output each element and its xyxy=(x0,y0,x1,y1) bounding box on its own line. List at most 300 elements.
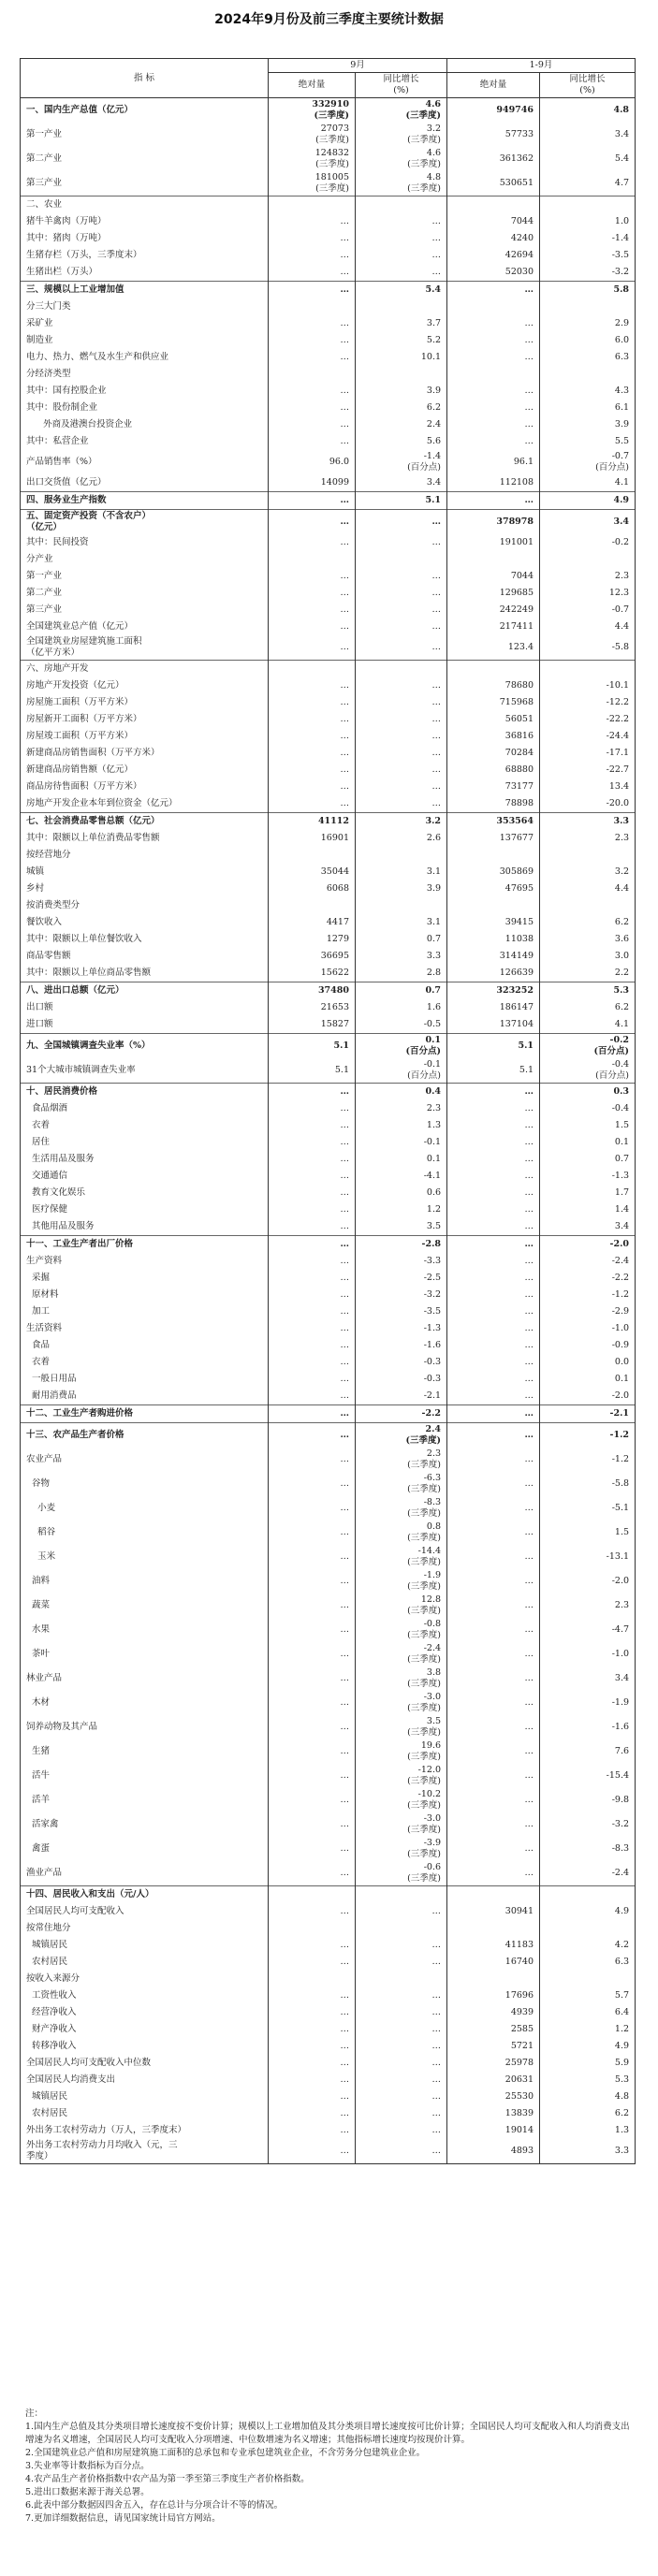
ytd-yoy: 4.4 xyxy=(540,880,636,897)
table-row xyxy=(21,677,636,694)
month-yoy: 4.6 (三季度) xyxy=(356,147,447,171)
row-label: 经营净收入 xyxy=(21,2004,269,2021)
ytd-yoy xyxy=(540,897,636,914)
month-absolute: … xyxy=(269,2088,356,2105)
month-yoy: … xyxy=(356,2088,447,2105)
month-absolute: … xyxy=(269,1134,356,1151)
table-row xyxy=(21,948,636,965)
table-row xyxy=(21,1764,636,1788)
month-yoy: 2.6 xyxy=(356,830,447,847)
ytd-absolute: 4939 xyxy=(447,2004,540,2021)
ytd-yoy: 3.0 xyxy=(540,948,636,965)
month-yoy: 0.1 xyxy=(356,1151,447,1168)
ytd-yoy: 3.3 xyxy=(540,813,636,831)
table-row xyxy=(21,1303,636,1320)
table-row xyxy=(21,1084,636,1101)
row-label: 新建商品房销售面积（万平方米） xyxy=(21,745,269,762)
row-label: 其他用品及服务 xyxy=(21,1218,269,1236)
table-row xyxy=(21,1236,636,1254)
ytd-absolute: … xyxy=(447,416,540,433)
ytd-yoy xyxy=(540,1971,636,1987)
ytd-absolute: … xyxy=(447,1715,540,1739)
table-row xyxy=(21,230,636,247)
month-absolute: … xyxy=(269,416,356,433)
month-absolute: … xyxy=(269,745,356,762)
month-absolute: … xyxy=(269,2038,356,2055)
ytd-absolute: … xyxy=(447,1303,540,1320)
ytd-yoy: 6.2 xyxy=(540,2105,636,2122)
ytd-absolute: … xyxy=(447,349,540,366)
ytd-yoy-header: 同比增长 (%) xyxy=(540,73,636,98)
month-absolute: … xyxy=(269,1151,356,1168)
row-label: 生活资料 xyxy=(21,1320,269,1337)
ytd-yoy: 4.1 xyxy=(540,474,636,492)
row-label: 采矿业 xyxy=(21,315,269,332)
month-absolute: … xyxy=(269,1715,356,1739)
ytd-yoy: 4.9 xyxy=(540,1903,636,1920)
month-yoy: 6.2 xyxy=(356,400,447,416)
table-row xyxy=(21,1886,636,1904)
ytd-yoy: 4.9 xyxy=(540,492,636,510)
month-absolute: 15622 xyxy=(269,965,356,982)
row-label: 一般日用品 xyxy=(21,1371,269,1388)
ytd-yoy: -0.4 xyxy=(540,1100,636,1117)
ytd-absolute: 126639 xyxy=(447,965,540,982)
row-label: 水果 xyxy=(21,1618,269,1642)
ytd-absolute: 137104 xyxy=(447,1016,540,1034)
ytd-yoy: -22.7 xyxy=(540,762,636,779)
ytd-absolute: … xyxy=(447,315,540,332)
row-label: 按经营地分 xyxy=(21,847,269,864)
ytd-absolute: 41183 xyxy=(447,1937,540,1954)
ytd-absolute: … xyxy=(447,1371,540,1388)
table-row xyxy=(21,298,636,315)
row-label: 交通通信 xyxy=(21,1168,269,1185)
ytd-yoy: -5.8 xyxy=(540,1472,636,1496)
row-label: 生活用品及服务 xyxy=(21,1151,269,1168)
ytd-yoy: 1.5 xyxy=(540,1117,636,1134)
row-label: 油料 xyxy=(21,1569,269,1594)
month-yoy: -0.1 xyxy=(356,1134,447,1151)
ytd-yoy: 1.7 xyxy=(540,1185,636,1201)
row-label: 房屋新开工面积（万平方米） xyxy=(21,711,269,728)
month-absolute: 96.0 xyxy=(269,450,356,474)
month-absolute: … xyxy=(269,1594,356,1618)
row-label: 新建商品房销售额（亿元） xyxy=(21,762,269,779)
ytd-yoy: -15.4 xyxy=(540,1764,636,1788)
month-yoy: 12.8 (三季度) xyxy=(356,1594,447,1618)
month-yoy: … xyxy=(356,534,447,551)
table-row xyxy=(21,1920,636,1937)
month-absolute xyxy=(269,847,356,864)
table-row xyxy=(21,1545,636,1569)
table-row xyxy=(21,1034,636,1059)
month-yoy: 10.1 xyxy=(356,349,447,366)
ytd-absolute: 4240 xyxy=(447,230,540,247)
table-row xyxy=(21,1168,636,1185)
ytd-absolute: 949746 xyxy=(447,98,540,124)
month-yoy: 3.9 xyxy=(356,383,447,400)
ytd-yoy xyxy=(540,847,636,864)
month-absolute: … xyxy=(269,1168,356,1185)
ytd-absolute: 13839 xyxy=(447,2105,540,2122)
ytd-absolute: … xyxy=(447,1405,540,1423)
row-label: 其中：猪肉（万吨） xyxy=(21,230,269,247)
row-label: 分经济类型 xyxy=(21,366,269,383)
month-absolute: … xyxy=(269,795,356,813)
ytd-absolute: … xyxy=(447,383,540,400)
ytd-absolute: 2585 xyxy=(447,2021,540,2038)
table-row xyxy=(21,492,636,510)
row-label: 乡村 xyxy=(21,880,269,897)
ytd-yoy: 3.9 xyxy=(540,416,636,433)
row-label: 居住 xyxy=(21,1134,269,1151)
row-label: 第一产业 xyxy=(21,568,269,585)
month-yoy: … xyxy=(356,2105,447,2122)
month-absolute: … xyxy=(269,1666,356,1691)
month-absolute: … xyxy=(269,711,356,728)
table-row xyxy=(21,433,636,450)
month-yoy: -3.0 (三季度) xyxy=(356,1812,447,1837)
table-row xyxy=(21,1371,636,1388)
month-yoy: 5.4 xyxy=(356,282,447,299)
ytd-absolute: … xyxy=(447,1764,540,1788)
ytd-yoy: -5.1 xyxy=(540,1496,636,1521)
ytd-yoy: -1.0 xyxy=(540,1642,636,1666)
row-label: 商品零售额 xyxy=(21,948,269,965)
table-row xyxy=(21,1642,636,1666)
month-absolute: … xyxy=(269,383,356,400)
month-group-header: 9月 xyxy=(269,59,447,73)
month-absolute: … xyxy=(269,1388,356,1405)
ytd-yoy: 4.2 xyxy=(540,1937,636,1954)
month-yoy xyxy=(356,196,447,214)
month-yoy: 3.7 xyxy=(356,315,447,332)
table-row xyxy=(21,2004,636,2021)
ytd-yoy: -2.4 xyxy=(540,1253,636,1270)
ytd-absolute: 186147 xyxy=(447,999,540,1016)
ytd-yoy: -0.2 xyxy=(540,534,636,551)
month-absolute: … xyxy=(269,635,356,661)
ytd-yoy: 5.4 xyxy=(540,147,636,171)
row-label: 外商及港澳台投资企业 xyxy=(21,416,269,433)
month-yoy: 5.1 xyxy=(356,492,447,510)
month-yoy: -3.2 xyxy=(356,1287,447,1303)
table-row xyxy=(21,745,636,762)
month-absolute: … xyxy=(269,2021,356,2038)
month-absolute: … xyxy=(269,282,356,299)
month-yoy: -2.8 xyxy=(356,1236,447,1254)
month-yoy: 3.8 (三季度) xyxy=(356,1666,447,1691)
ytd-yoy xyxy=(540,366,636,383)
month-yoy: 0.8 (三季度) xyxy=(356,1521,447,1545)
ytd-absolute: … xyxy=(447,1134,540,1151)
month-yoy: 0.6 xyxy=(356,1185,447,1201)
table-row xyxy=(21,551,636,568)
month-absolute: 36695 xyxy=(269,948,356,965)
month-yoy: -0.8 (三季度) xyxy=(356,1618,447,1642)
ytd-absolute-header: 绝对量 xyxy=(447,73,540,98)
row-label: 饲养动物及其产品 xyxy=(21,1715,269,1739)
row-label: 农业产品 xyxy=(21,1448,269,1472)
table-row xyxy=(21,1354,636,1371)
month-absolute xyxy=(269,1920,356,1937)
ytd-absolute: … xyxy=(447,1569,540,1594)
table-row xyxy=(21,2038,636,2055)
ytd-absolute: 314149 xyxy=(447,948,540,965)
month-yoy: … xyxy=(356,585,447,602)
ytd-yoy: -8.3 xyxy=(540,1837,636,1861)
month-yoy: … xyxy=(356,745,447,762)
table-row xyxy=(21,1134,636,1151)
footnote-line: 3.失业率等计数指标为百分点。 xyxy=(25,2461,150,2471)
ytd-absolute: 361362 xyxy=(447,147,540,171)
month-yoy: … xyxy=(356,711,447,728)
table-row xyxy=(21,1618,636,1642)
table-row xyxy=(21,965,636,982)
row-label: 出口交货值（亿元） xyxy=(21,474,269,492)
month-absolute: … xyxy=(269,1903,356,1920)
ytd-absolute: 78680 xyxy=(447,677,540,694)
ytd-yoy: -3.2 xyxy=(540,1812,636,1837)
month-yoy: … xyxy=(356,2021,447,2038)
month-yoy: -2.5 xyxy=(356,1270,447,1287)
month-yoy: 3.1 xyxy=(356,864,447,880)
month-absolute: … xyxy=(269,213,356,230)
ytd-absolute: … xyxy=(447,400,540,416)
ytd-yoy: 6.1 xyxy=(540,400,636,416)
month-yoy: -3.3 xyxy=(356,1253,447,1270)
ytd-absolute: … xyxy=(447,1168,540,1185)
table-row xyxy=(21,1569,636,1594)
month-yoy: … xyxy=(356,247,447,264)
row-label: 四、服务业生产指数 xyxy=(21,492,269,510)
month-yoy: 2.3 (三季度) xyxy=(356,1448,447,1472)
ytd-absolute: … xyxy=(447,1423,540,1448)
month-absolute: … xyxy=(269,247,356,264)
ytd-absolute xyxy=(447,897,540,914)
row-label: 生产资料 xyxy=(21,1253,269,1270)
month-absolute: … xyxy=(269,619,356,635)
table-row xyxy=(21,1253,636,1270)
row-label: 城镇居民 xyxy=(21,1937,269,1954)
table-row xyxy=(21,213,636,230)
table-row xyxy=(21,795,636,813)
table-row xyxy=(21,1861,636,1886)
row-label: 活牛 xyxy=(21,1764,269,1788)
row-label: 十二、工业生产者购进价格 xyxy=(21,1405,269,1423)
row-label: 第一产业 xyxy=(21,123,269,147)
month-yoy: 0.7 xyxy=(356,982,447,1000)
ytd-absolute xyxy=(447,1971,540,1987)
month-yoy: … xyxy=(356,1903,447,1920)
ytd-absolute xyxy=(447,551,540,568)
ytd-absolute: … xyxy=(447,1354,540,1371)
ytd-absolute: … xyxy=(447,1253,540,1270)
month-yoy: -2.2 xyxy=(356,1405,447,1423)
footnotes xyxy=(25,2408,634,2525)
row-label: 其中：股份制企业 xyxy=(21,400,269,416)
row-label: 进口额 xyxy=(21,1016,269,1034)
row-label: 外出务工农村劳动力月均收入（元，三 季度） xyxy=(21,2139,269,2164)
row-label: 三、规模以上工业增加值 xyxy=(21,282,269,299)
ytd-absolute: … xyxy=(447,1236,540,1254)
month-absolute: … xyxy=(269,2055,356,2072)
month-absolute: 14099 xyxy=(269,474,356,492)
ytd-yoy: 3.6 xyxy=(540,931,636,948)
table-row xyxy=(21,779,636,795)
month-absolute: … xyxy=(269,1954,356,1971)
ytd-absolute: … xyxy=(447,332,540,349)
month-absolute: … xyxy=(269,1270,356,1287)
month-absolute: … xyxy=(269,1405,356,1423)
month-absolute: … xyxy=(269,1496,356,1521)
ytd-yoy: 0.1 xyxy=(540,1134,636,1151)
month-absolute: … xyxy=(269,1354,356,1371)
table-row xyxy=(21,2122,636,2139)
ytd-absolute: 5.1 xyxy=(447,1034,540,1059)
ytd-absolute: 5.1 xyxy=(447,1058,540,1084)
table-row xyxy=(21,694,636,711)
ytd-yoy: 3.3 xyxy=(540,2139,636,2164)
month-absolute: … xyxy=(269,762,356,779)
row-label: 制造业 xyxy=(21,332,269,349)
month-yoy: 3.5 xyxy=(356,1218,447,1236)
row-label: 商品房待售面积（万平方米） xyxy=(21,779,269,795)
ytd-yoy: -3.5 xyxy=(540,247,636,264)
table-row xyxy=(21,635,636,661)
table-row xyxy=(21,830,636,847)
month-yoy: 3.4 xyxy=(356,474,447,492)
ytd-yoy: 3.2 xyxy=(540,864,636,880)
month-yoy: 0.1 (百分点) xyxy=(356,1034,447,1059)
month-yoy: … xyxy=(356,2139,447,2164)
ytd-yoy: 2.3 xyxy=(540,830,636,847)
month-absolute xyxy=(269,1971,356,1987)
month-absolute xyxy=(269,196,356,214)
ytd-absolute: 4893 xyxy=(447,2139,540,2164)
table-row xyxy=(21,1218,636,1236)
month-absolute: … xyxy=(269,1185,356,1201)
table-row xyxy=(21,931,636,948)
row-label: 房屋施工面积（万平方米） xyxy=(21,694,269,711)
table-row xyxy=(21,1287,636,1303)
ytd-absolute: 7044 xyxy=(447,568,540,585)
row-label: 猪牛羊禽肉（万吨） xyxy=(21,213,269,230)
ytd-yoy: 4.7 xyxy=(540,171,636,196)
row-label: 全国居民人均可支配收入中位数 xyxy=(21,2055,269,2072)
ytd-absolute: 137677 xyxy=(447,830,540,847)
ytd-yoy: 4.3 xyxy=(540,383,636,400)
ytd-yoy: -22.2 xyxy=(540,711,636,728)
table-row xyxy=(21,1987,636,2004)
month-absolute: … xyxy=(269,2105,356,2122)
ytd-yoy: -1.6 xyxy=(540,1715,636,1739)
table-row xyxy=(21,366,636,383)
row-label: 十三、农产品生产者价格 xyxy=(21,1423,269,1448)
row-label: 十一、工业生产者出厂价格 xyxy=(21,1236,269,1254)
table-row xyxy=(21,2105,636,2122)
month-yoy: … xyxy=(356,677,447,694)
ytd-absolute: 47695 xyxy=(447,880,540,897)
month-yoy xyxy=(356,661,447,678)
row-label: 按常住地分 xyxy=(21,1920,269,1937)
ytd-yoy: 5.3 xyxy=(540,982,636,1000)
row-label: 生猪存栏（万头，三季度末） xyxy=(21,247,269,264)
month-yoy: -0.5 xyxy=(356,1016,447,1034)
ytd-absolute: … xyxy=(447,1861,540,1886)
month-yoy: -1.9 (三季度) xyxy=(356,1569,447,1594)
row-label: 房地产开发企业本年到位资金（亿元） xyxy=(21,795,269,813)
ytd-absolute: … xyxy=(447,1837,540,1861)
ytd-yoy: 4.9 xyxy=(540,2038,636,2055)
ytd-yoy: -10.1 xyxy=(540,677,636,694)
month-absolute: … xyxy=(269,1236,356,1254)
ytd-absolute: 70284 xyxy=(447,745,540,762)
ytd-yoy: 6.2 xyxy=(540,914,636,931)
ytd-absolute: … xyxy=(447,1496,540,1521)
ytd-yoy xyxy=(540,298,636,315)
row-label: 其中：民间投资 xyxy=(21,534,269,551)
ytd-yoy: -0.2 (百分点) xyxy=(540,1034,636,1059)
month-absolute: … xyxy=(269,2072,356,2088)
ytd-absolute: … xyxy=(447,1448,540,1472)
month-yoy: … xyxy=(356,619,447,635)
month-yoy: … xyxy=(356,728,447,745)
table-row xyxy=(21,982,636,1000)
row-label: 生猪出栏（万头） xyxy=(21,264,269,282)
ytd-absolute: … xyxy=(447,1117,540,1134)
table-row xyxy=(21,1594,636,1618)
table-row xyxy=(21,1666,636,1691)
month-yoy: 0.7 xyxy=(356,931,447,948)
ytd-absolute: … xyxy=(447,1472,540,1496)
table-row xyxy=(21,2021,636,2038)
row-label: 稻谷 xyxy=(21,1521,269,1545)
row-label: 全国建筑业房屋建筑施工面积 （亿平方米） xyxy=(21,635,269,661)
row-label: 分三大门类 xyxy=(21,298,269,315)
ytd-yoy: 0.1 xyxy=(540,1371,636,1388)
table-row xyxy=(21,282,636,299)
table-row xyxy=(21,914,636,931)
month-yoy: -4.1 xyxy=(356,1168,447,1185)
ytd-absolute: 39415 xyxy=(447,914,540,931)
table-row xyxy=(21,1270,636,1287)
month-yoy: 2.3 xyxy=(356,1100,447,1117)
ytd-absolute: 19014 xyxy=(447,2122,540,2139)
row-label: 八、进出口总额（亿元） xyxy=(21,982,269,1000)
row-label: 采掘 xyxy=(21,1270,269,1287)
row-label: 产品销售率（%） xyxy=(21,450,269,474)
ytd-yoy: -5.8 xyxy=(540,635,636,661)
month-absolute: … xyxy=(269,1937,356,1954)
ytd-absolute: 5721 xyxy=(447,2038,540,2055)
ytd-yoy: 0.7 xyxy=(540,1151,636,1168)
table-row xyxy=(21,1423,636,1448)
table-row xyxy=(21,1100,636,1117)
month-absolute: … xyxy=(269,1837,356,1861)
ytd-yoy: 1.0 xyxy=(540,213,636,230)
month-yoy: 3.1 xyxy=(356,914,447,931)
footnote-line: 7.更加详细数据信息，请见国家统计局官方网站。 xyxy=(25,2513,221,2524)
table-row xyxy=(21,2072,636,2088)
ytd-absolute xyxy=(447,298,540,315)
ytd-yoy xyxy=(540,196,636,214)
ytd-absolute: 20631 xyxy=(447,2072,540,2088)
ytd-absolute: … xyxy=(447,1666,540,1691)
month-yoy: 2.4 (三季度) xyxy=(356,1423,447,1448)
table-row xyxy=(21,349,636,366)
